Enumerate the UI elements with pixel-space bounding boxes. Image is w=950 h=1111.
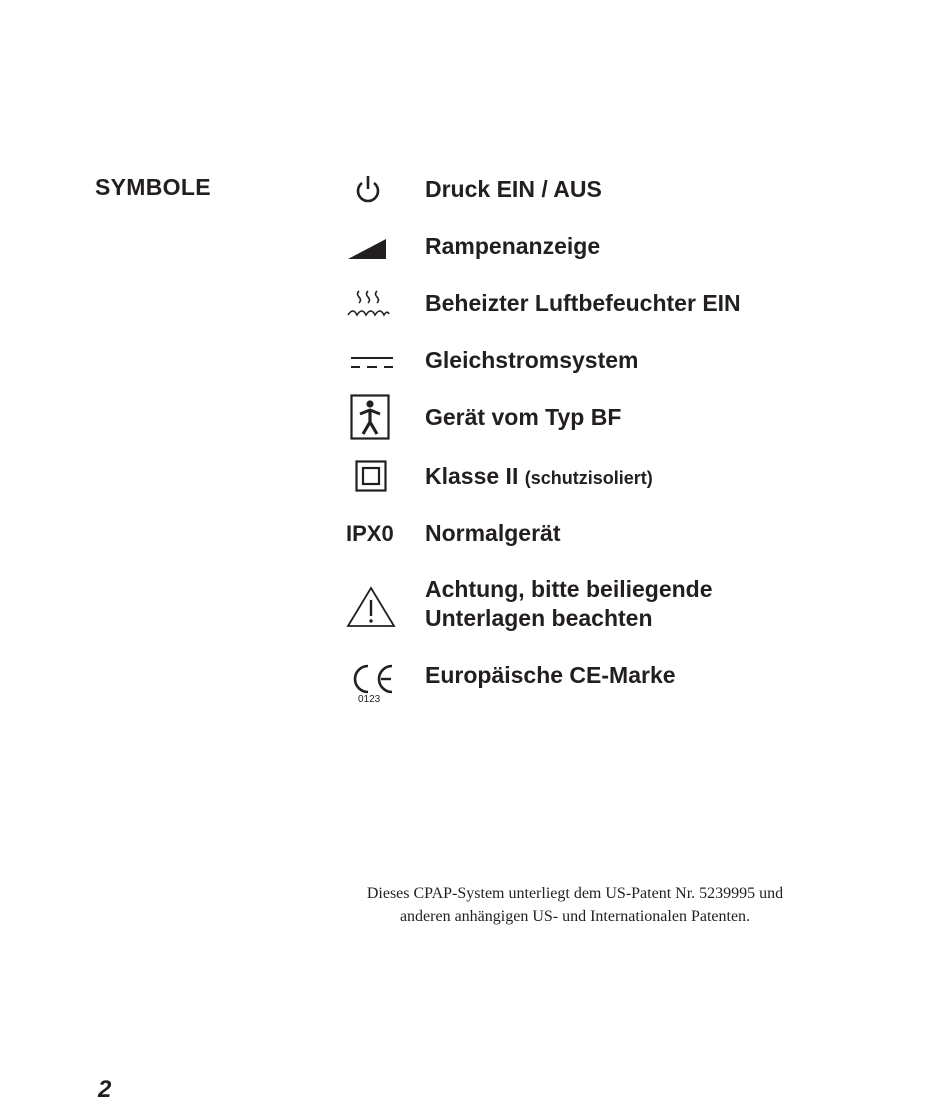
footnote-line-1: Dieses CPAP-System unterliegt dem US-Patent Nr. 5239995 und: [366, 885, 784, 902]
symbol-label-ipx0: Normalgerät: [425, 520, 561, 546]
symbol-label-ce: Europäische CE-Marke: [425, 662, 676, 688]
power-icon: [354, 174, 382, 204]
warning-line-1: Achtung, bitte beiliegende: [425, 576, 713, 602]
warning-line-2: Unterlagen beachten: [425, 605, 653, 631]
ce-mark-icon: [349, 663, 397, 695]
class-ii-note: (schutzisoliert): [524, 468, 653, 488]
class-ii-icon: [355, 460, 387, 492]
page-number: 2: [98, 1076, 112, 1103]
symbol-label-bf: Gerät vom Typ BF: [425, 404, 622, 430]
symbol-label-dc: Gleichstromsystem: [425, 347, 639, 373]
ramp-icon: [348, 237, 388, 261]
symbol-label-warning: [425, 575, 713, 633]
type-bf-icon: [350, 394, 390, 440]
symbol-label-power: Druck EIN / AUS: [425, 176, 602, 202]
ce-notified-body-number: 0123: [358, 694, 381, 705]
warning-icon: [346, 586, 396, 628]
symbol-label-humidifier: Beheizter Luftbefeuchter EIN: [425, 290, 741, 316]
ipx0-marking: IPX0: [346, 521, 394, 546]
symbol-label-class-ii: [425, 463, 653, 490]
heated-humidifier-icon: [344, 289, 392, 323]
class-ii-text: Klasse II: [425, 463, 519, 489]
section-title: SYMBOLE: [95, 174, 211, 200]
patent-footnote: [320, 882, 830, 928]
symbol-label-ramp: Rampenanzeige: [425, 233, 601, 259]
direct-current-icon: [350, 350, 394, 374]
footnote-line-2: anderen anhängigen US- und Internationalen Patenten.: [399, 908, 751, 925]
